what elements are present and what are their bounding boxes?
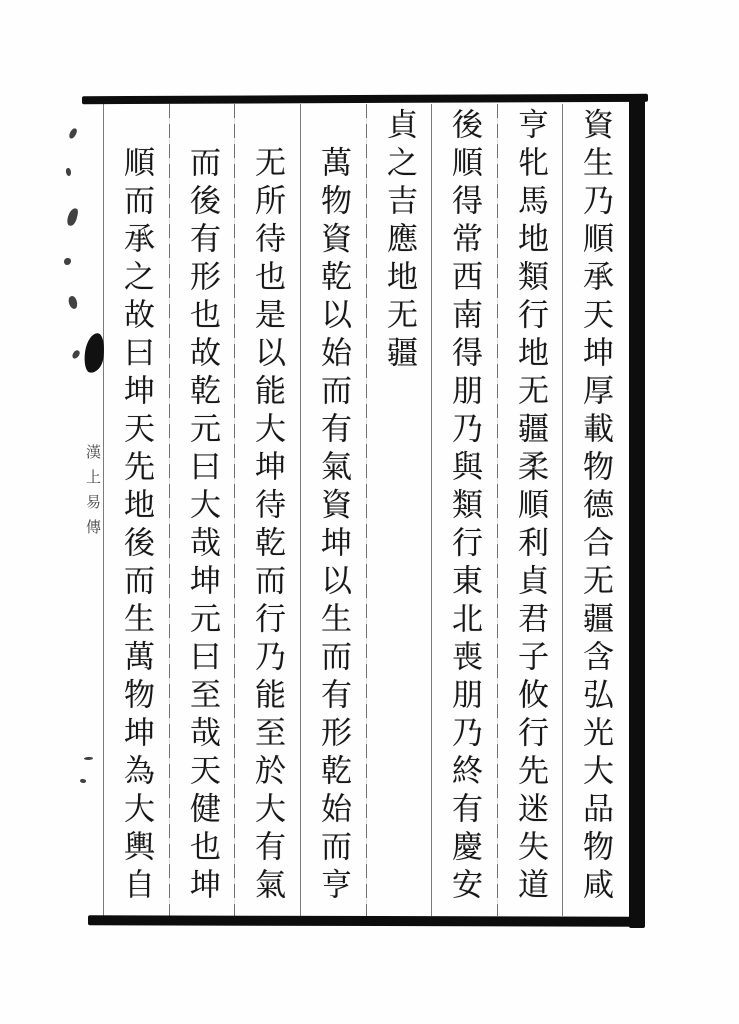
bleed-through-mark (71, 349, 81, 360)
margin-mark (84, 757, 93, 760)
bleed-through-mark (68, 127, 78, 140)
text-column-3: 後順得常西南得朋乃與類行東北喪朋乃終有慶安 (446, 108, 482, 906)
text-column-6: 无所待也是以能大坤待乾而行乃能至於大有氣 (249, 146, 285, 906)
margin-mark (80, 778, 87, 783)
spine-title: 漢上易傳 (84, 444, 102, 544)
text-column-5: 萬物資乾以始而有氣資坤以生而有形乾始而亨 (315, 146, 351, 906)
text-column-8: 順而承之故曰坤天先地後而生萬物坤為大輿自 (118, 146, 154, 906)
bleed-through-mark (64, 258, 71, 265)
text-column-4: 貞之吉應地无疆 (381, 108, 417, 374)
bleed-through-mark (66, 207, 79, 226)
text-column-2: 亨牝馬地類行地无疆柔順利貞君子攸行先迷失道 (512, 108, 548, 906)
text-column-7: 而後有形也故乾元曰大哉坤元曰至哉天健也坤 (184, 146, 220, 906)
bleed-through-mark (65, 167, 72, 176)
bleed-through-mark (67, 295, 79, 310)
frame-top-border (82, 94, 648, 104)
frame-right-border (629, 94, 645, 928)
text-column-1: 資生乃順承天坤厚載物德合无疆含弘光大品物咸 (577, 108, 613, 906)
